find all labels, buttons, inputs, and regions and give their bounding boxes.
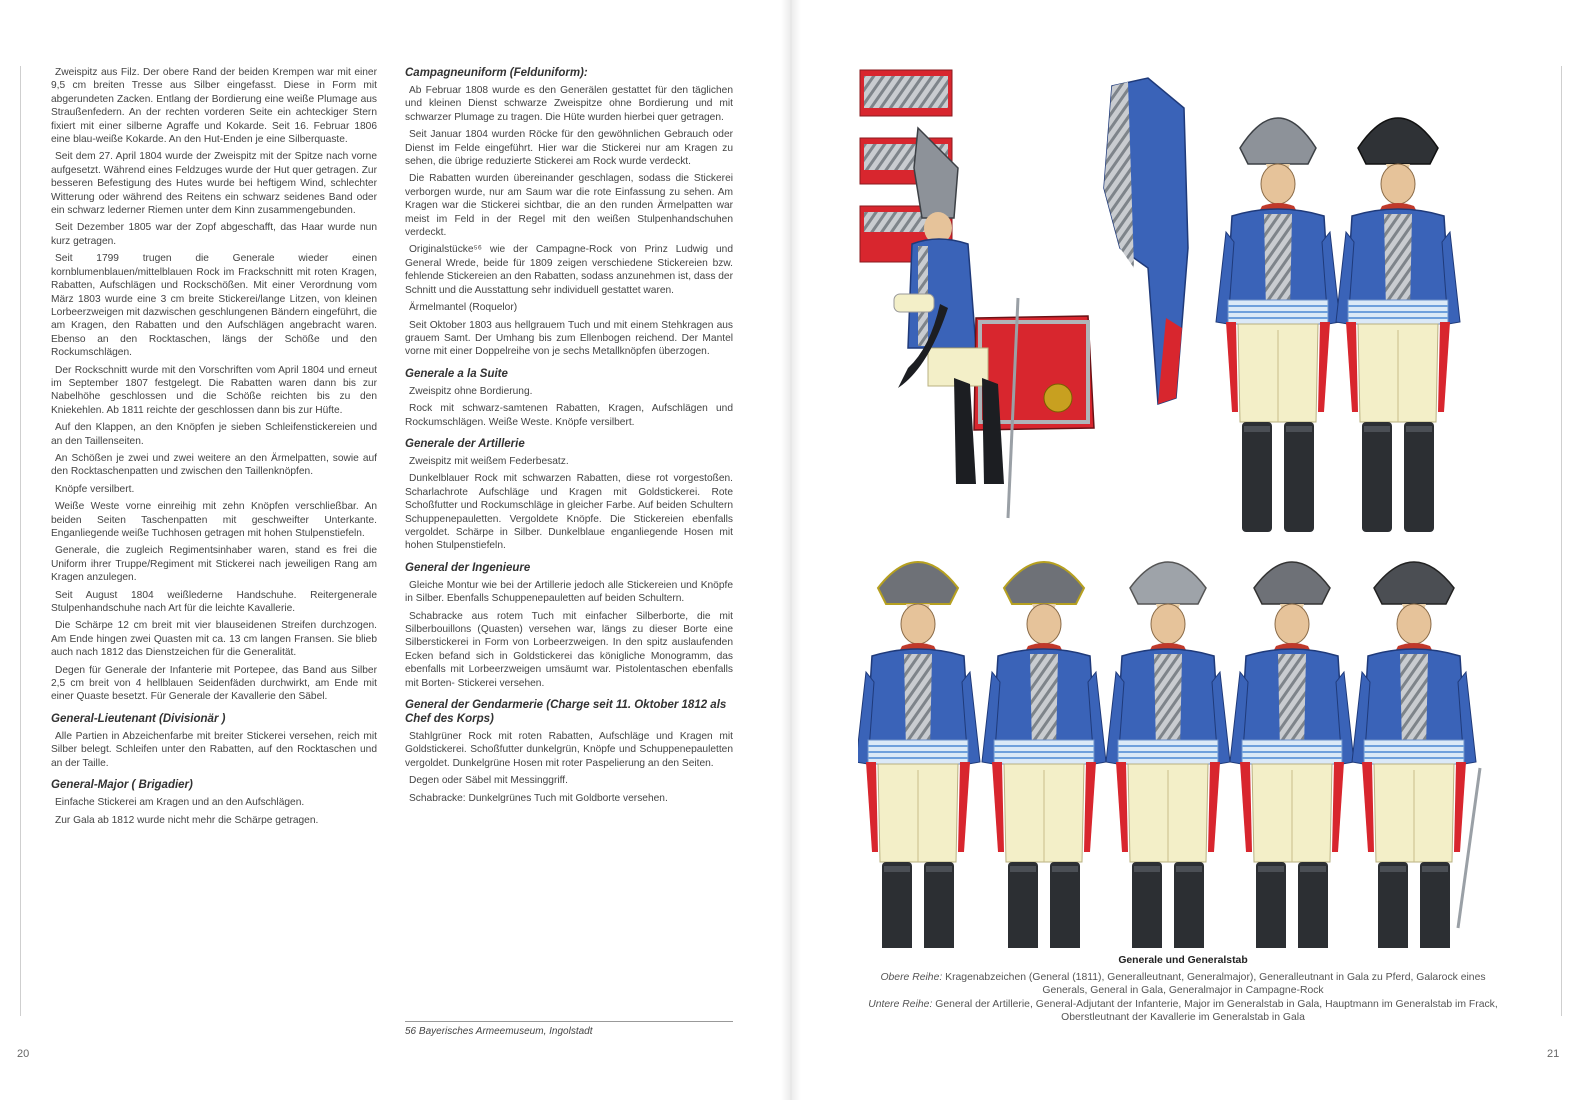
section-heading: General-Major ( Brigadier) bbox=[51, 779, 193, 792]
paragraph: Seit Januar 1804 wurden Röcke für den gewöhnlichen Gebrauch oder Dienst im Felde eingeführt. Hier war die Stickerei nur am Kragen zu sehen, die übrige reduzierte Stickerei am Rock wurde verdeckt. bbox=[405, 129, 733, 168]
uniform-illustration bbox=[858, 68, 1518, 948]
major-campagne-figure bbox=[1336, 118, 1460, 532]
paragraph: Alle Partien in Abzeichenfarbe mit breiter Stickerei versehen, reich mit Silber belegt. Schleifen unter den Rabatten, auf den Rocktaschen und an der Taille. bbox=[51, 730, 377, 769]
paragraph: Auf den Klappen, an den Knöpfen je sieben Schleifenstickereien und an den Taillenseiten. bbox=[51, 422, 377, 447]
paragraph: Einfache Stickerei am Kragen und an den Aufschlägen. bbox=[55, 797, 305, 809]
section-heading: General der Ingenieure bbox=[405, 561, 531, 574]
section-heading: Campagneuniform (Felduniform): bbox=[405, 67, 588, 79]
paragraph: Die Schärpe 12 cm breit mit vier blauseidenen Streifen durchzogen. Am Ende hingen zwei Quasten mit ca. 13 cm langen Fransen. Sie blieb auch nach 1812 das Dienstzeichen für die Generalität. bbox=[51, 620, 377, 659]
paragraph: Seit Dezember 1805 war der Zopf abgeschafft, das Haar wurde nun kurz getragen. bbox=[51, 222, 377, 247]
cavalry-lieutenant-colonel-figure bbox=[1352, 562, 1480, 948]
general-artillery-figure bbox=[858, 562, 980, 948]
paragraph: An Schößen je zwei und zwei weitere an den Ärmelpatten, sowie auf den Rocktaschenpatten und zwischen den Taillenknöpfen. bbox=[51, 452, 377, 478]
caption-title: Generale und Generalstab bbox=[1118, 955, 1248, 966]
page-edge-right bbox=[1561, 66, 1562, 1016]
paragraph: Gleiche Montur wie bei der Artillerie jedoch alle Stickereien und Knöpfe in Silber. Ebenfalls Schuppenepauletten auf beiden Schultern. bbox=[405, 579, 733, 605]
paragraph: Der Rockschnitt wurde mit den Vorschriften vom April 1804 und erneut im September 1807 festgelegt. Die Rabatten waren dann bis zur Nabelhöhe geschlossen und die Schöße reichten bis zu den Kniekehlen. Ab 1811 reichte der geschlossen dann bis zur Hüfte. bbox=[51, 364, 377, 416]
page-edge-left bbox=[20, 66, 21, 1016]
paragraph: Schabracke: Dunkelgrünes Tuch mit Goldborte versehen. bbox=[409, 792, 668, 804]
paragraph: Seit 1799 trugen die Generale wieder einen kornblumenblauen/mittelblauen Rock im Frackschnitt mit roten Kragen, Rabatten, Aufschlägen und Rockschößen. Mit einer Verordnung vom März 1803 wurde eine 3 cm breite Stickerei/lange Litzen, von kleinen Lorbeerzweigen mit dazwischen geschlungenen Bändern eingeführt, die am Kragen, den Rabatten und den Aufschlägen angebracht waren. Ebenso an den Rocktaschen, längs der Schöße und den Rockumschlägen. bbox=[51, 253, 377, 359]
caption-top-label: Obere Reihe: bbox=[880, 971, 943, 983]
paragraph: Schabracke aus rotem Tuch mit einfacher Silberborte, die mit Silberbouillons (Quasten) versehen war, längs zu dieser Borte eine Silberstickerei in Form von Lorbeerzweigen. In den spitz auslaufenden Ecken befand sich in Goldstickerei das königliche Monogramm, das ebenfalls mit Lorbeerzweigen umsäumt war. Pistolentaschen ebenfalls mit Borten- Stickerei versehen. bbox=[405, 610, 733, 689]
paragraph: Zweispitz ohne Bordierung. bbox=[409, 385, 533, 397]
paragraph: Weiße Weste vorne einreihig mit zehn Knöpfen verschließbar. An beiden Seiten Taschenpatten mit geschweifter Unterkante. Enganliegende weiße Tuchhosen getragen mit hohen Stulpenstiefeln. bbox=[51, 501, 377, 539]
paragraph: Zur Gala ab 1812 wurde nicht mehr die Schärpe getragen. bbox=[55, 814, 319, 826]
mounted-general-gala bbox=[894, 128, 1094, 518]
caption-top-text: Kragenabzeichen (General (1811), Generalleutnant, Generalmajor), Generalleutnant in Gala zu Pferd, Galarock eines Generals, General in Gala, Generalmajor in Campagne-Rock bbox=[942, 971, 1486, 997]
caption-top-row bbox=[862, 971, 1504, 998]
paragraph: Seit dem 27. April 1804 wurde der Zweispitz mit der Spitze nach vorne aufgesetzt. Während eines Feldzuges wurde der Hut quer getragen. Zur besseren Befestigung des Hutes wurde bei heftigem Wind, schlechter Witterung oder während des Reitens ein schwarz seidenes Band oder ein schwarz lederner Riemen unter dem Kinn zusammengebunden. bbox=[51, 151, 377, 217]
collar-badge-general bbox=[860, 70, 952, 116]
paragraph: Originalstücke⁵⁶ wie der Campagne-Rock von Prinz Ludwig und General Wrede, beide für 1809 zeigen verschiedene Stickereien bzw. fehlende Stickereien an den Rabatten, sodass anzunehmen ist, dass der Schnitt und die Ausstattung sehr individuell gestattet waren. bbox=[405, 244, 733, 296]
text-column-middle bbox=[405, 66, 733, 809]
footnote: 56 Bayerisches Armeemuseum, Ingolstadt bbox=[405, 1021, 733, 1037]
paragraph: Die Rabatten wurden übereinander geschlagen, sodass die Stickerei verborgen wurde, nur am Saum war die rote Einfassung zu sehen. Am Kragen war die Stickerei sichtbar, die an den runden Ärmelpatten war meist im Feld in der Regel mit den weißen Stulpenhandschuhen verdeckt. bbox=[405, 173, 733, 239]
caption-bottom-text: General der Artillerie, General-Adjutant der Infanterie, Major im Generalstab in Gala, Hauptmann im Generalstab im Frack, Oberstleutnant der Kavallerie im Generalstab in Gala bbox=[932, 998, 1498, 1024]
paragraph: Dunkelblauer Rock mit schwarzen Rabatten, diese rot vorgestoßen. Scharlachrote Aufschläge und Kragen mit Goldstickerei. Rote Schoßfutter und Rockumschläge in gleicher Farbe. Auf beiden Schultern Schuppenepauletten. Vergoldete Knöpfe. Die Stickereien ebenfalls vergoldet. Schärpe in Silber. Dunkelblaue enganliegende Hosen mit hohen Stulpenstiefeln. bbox=[405, 473, 733, 552]
paragraph: Zweispitz aus Filz. Der obere Rand der beiden Krempen war mit einer 9,5 cm breiten Tresse aus Silber eingefasst. Diese in Form mit abgerundeten Zacken. Entlang der Bordierung eine weiße Plumage aus Straußenfedern. An der rechten vorderen Seite ein achteckiger Stern fixiert mit einer silberne Agraffe und Kokarde. Seit 16. Februar 1806 eine blau-weiße Kokarde. An den Hut-Enden je eine Silberquaste. bbox=[51, 67, 377, 146]
paragraph: Seit August 1804 weißlederne Handschuhe. Reitergenerale Stulpenhandschuhe nach Art für die leichte Kavallerie. bbox=[51, 589, 377, 615]
section-heading: General-Lieutenant (Divisionär ) bbox=[51, 712, 226, 725]
paragraph: Seit Oktober 1803 aus hellgrauem Tuch und mit einem Stehkragen aus grauem Samt. Der Umhang bis zum Ellenbogen reichend. Der Mantel vorne mit einer Doppelreihe von je sechs Metallknöpfen überzogen. bbox=[405, 319, 733, 358]
paragraph: Zweispitz mit weißem Federbesatz. bbox=[409, 455, 569, 467]
paragraph: Knöpfe versilbert. bbox=[55, 483, 135, 495]
paragraph: Ärmelmantel (Roquelor) bbox=[409, 302, 518, 314]
page-number-left: 20 bbox=[17, 1048, 30, 1060]
paragraph: Ab Februar 1808 wurde es den Generälen gestattet für den täglichen und kleinen Dienst schwarze Zweispitze ohne Bordierung und mit schwarzer Plumage zu tragen. Die Hüte wurden hierbei quer getragen. bbox=[405, 85, 733, 123]
gala-coat bbox=[1104, 78, 1188, 404]
section-heading: Generale der Artillerie bbox=[405, 437, 525, 450]
page-number-right: 21 bbox=[1547, 1048, 1560, 1060]
paragraph: Generale, die zugleich Regimentsinhaber waren, stand es frei die Uniform ihrer Truppe/Regiment mit Stickerei nach jeweiligen Rang am Kragen anzulegen. bbox=[51, 545, 377, 584]
caption-bottom-label: Untere Reihe: bbox=[868, 998, 933, 1010]
paragraph: Stahlgrüner Rock mit roten Rabatten, Aufschläge und Kragen mit Goldstickerei. Schoßfutter dunkelgrün, Knöpfe und Schuppenepauletten vergoldet. Dunkelgrüne Hosen mit roter Paspelierung an den Seiten. bbox=[405, 731, 733, 769]
book-gutter bbox=[781, 0, 801, 1100]
section-heading: Generale a la Suite bbox=[405, 367, 508, 380]
paragraph: Rock mit schwarz-samtenen Rabatten, Kragen, Aufschlägen und Rockumschlägen. Weiße Weste. Knöpfe versilbert. bbox=[405, 403, 733, 428]
general-in-gala-figure bbox=[1216, 118, 1340, 532]
captain-general-staff-figure bbox=[1230, 562, 1354, 948]
section-heading: General der Gendarmerie (Charge seit 11. Oktober 1812 als Chef des Korps) bbox=[405, 699, 727, 726]
general-adjutant-figure bbox=[982, 562, 1106, 948]
major-general-staff-figure bbox=[1106, 562, 1230, 948]
figure-caption bbox=[862, 954, 1504, 1025]
text-column-left bbox=[51, 66, 377, 831]
paragraph: Degen für Generale der Infanterie mit Portepee, das Band aus Silber 2,5 cm breit von 4 hellblauen Seidenfäden durchwirkt, am Ende mit einer Quaste besetzt. Für Generale der Kavallerie den Säbel. bbox=[51, 664, 377, 703]
paragraph: Degen oder Säbel mit Messinggriff. bbox=[409, 775, 568, 787]
caption-bottom-row bbox=[862, 998, 1504, 1025]
